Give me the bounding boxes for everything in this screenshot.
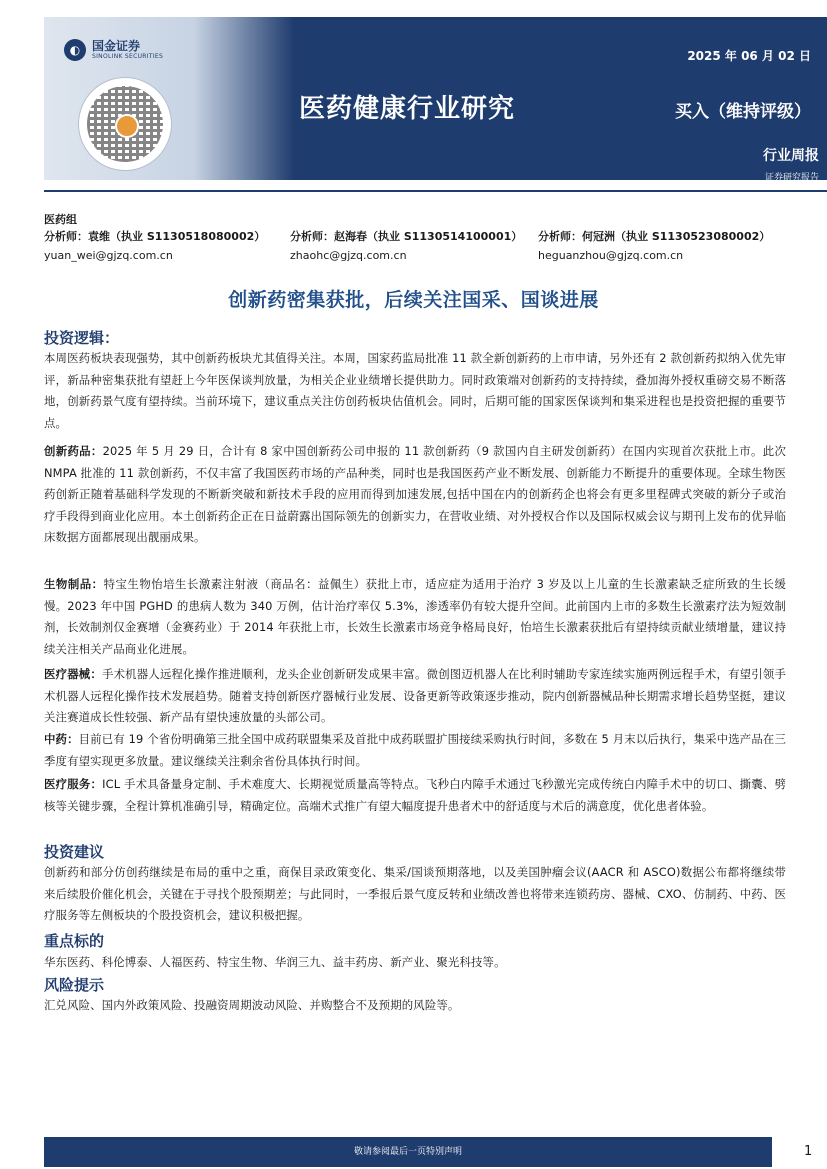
logo-name-cn: 国金证券 — [92, 39, 141, 53]
tcm-label: 中药： — [44, 732, 79, 746]
innov-text: 2025 年 5 月 29 日，合计有 8 家中国创新药公司申报的 11 款创新药（9 款国内自主研发创新药）在国内实现首次获批上市。此次 NMPA 批准的 11 款创新药，不仅丰富了我国医药市场的产品种类，同时也是我国医药产业不断发展、创新能力不断提升的重要体现。全球生物医药创新正随着基础科学发现的不断新突破和新技术手段的应用而得到加速发展,包括中国在内的创新药企也将会有更多里程碑式突破的新分子或治疗手段得到商业化应用。本土创新药企正在日益蔚露出国际领先的创新实力，在营收业绩、对外授权合作以及国际权威会议与期刊上发布的优异临床数据方面都展现出靓丽成果。 — [44, 444, 786, 544]
analyst-name: 分析师：何冠洲（执业 S1130523080002） — [538, 230, 771, 243]
qr-center-logo-icon — [115, 114, 139, 138]
section-title-logic: 投资逻辑： — [44, 329, 120, 347]
footer-disclaimer: 敬请参阅最后一页特别声明 — [44, 1137, 772, 1167]
header-banner — [44, 17, 827, 183]
report-type: 行业周报 — [763, 148, 819, 164]
page-number: 1 — [804, 1144, 813, 1159]
report-date: 2025 年 06 月 02 日 — [687, 49, 811, 63]
analyst-1 — [44, 228, 265, 262]
advice-text: 创新药和部分仿创药继续是布局的重中之重，商保目录政策变化、集采/国谈预期落地，以及美国肿瘤会议(AACR 和 ASCO)数据公布都将继续带来后续股价催化机会，关键在于寻找个股预期差；与此同时，一季报后景气度反转和业绩改善也将带来连锁药房、器械、CXO、仿制药、中药、医疗服务等左侧板块的个股投资机会，建议积极把握。 — [44, 865, 786, 922]
report-headline: 创新药密集获批，后续关注国采、国谈进展 — [228, 289, 599, 311]
report-subtype: 证券研究报告 — [764, 173, 819, 183]
logic-intro: 本周医药板块表现强势，其中创新药板块尤其值得关注。本周，国家药监局批准 11 款全新创新药的上市申请，另外还有 2 款创新药拟纳入优先审评，新品种密集获批有望赶上今年医保谈判放量，为相关企业业绩增长提供助力。同时政策端对创新药的支持持续，叠加海外授权重磅交易不断落地，创新药景气度有望持续。当前环境下，建议重点关注仿创药板块估值机会。同时，后期可能的国家医保谈判和集采进程也是投资把握的重要节点。 — [44, 351, 786, 430]
logo-mark-icon: ◐ — [64, 39, 86, 61]
analyst-email[interactable]: yuan_wei@gjzq.com.cn — [44, 249, 173, 262]
banner-left-panel — [44, 17, 294, 180]
targets-text: 华东医药、科伦博泰、人福医药、特宝生物、华润三九、益丰药房、新产业、聚光科技等。 — [44, 955, 506, 969]
analyst-email[interactable]: zhaohc@gjzq.com.cn — [290, 249, 407, 262]
risk-text: 汇兑风险、国内外政策风险、投融资周期波动风险、并购整合不及预期的风险等。 — [44, 998, 460, 1012]
bio-paragraph — [44, 574, 786, 660]
section-title-targets: 重点标的 — [44, 932, 105, 950]
device-text: 手术机器人远程化操作推进顺利，龙头企业创新研发成果丰富。微创图迈机器人在比利时辅助专家连续实施两例远程手术，有望引领手术机器人远程化操作技术发展趋势。随着支持创新医疗器械行业发展、设备更新等政策逐步推动，院内创新器械品种长期需求增长趋势坚挺，建议关注赛道成长性较强、新产品有望快速放量的头部公司。 — [44, 667, 786, 724]
section-title-advice: 投资建议 — [44, 843, 105, 861]
report-title: 医药健康行业研究 — [299, 94, 516, 124]
analyst-3 — [538, 228, 770, 262]
tcm-text: 目前已有 19 个省份明确第三批全国中成药联盟集采及首批中成药联盟扩围接续采购执行时间，多数在 5 月末以后执行，集采中选产品在三季度有望实现更多放量。建议继续关注剩余省份具体执行时间。 — [44, 732, 787, 768]
device-label: 医疗器械： — [44, 667, 102, 681]
company-logo — [64, 39, 163, 61]
section-title-risk: 风险提示 — [44, 976, 105, 994]
service-paragraph — [44, 774, 786, 817]
rating-badge: 买入（维持评级） — [675, 102, 811, 122]
device-paragraph — [44, 664, 786, 729]
header-divider — [44, 190, 827, 192]
analyst-name: 分析师：袁维（执业 S1130518080002） — [44, 230, 266, 243]
bio-label: 生物制品： — [44, 577, 104, 591]
innov-label: 创新药品： — [44, 444, 103, 458]
qr-code — [78, 77, 172, 171]
logo-name-en: SINOLINK SECURITIES — [92, 53, 164, 60]
bio-text: 特宝生物怡培生长激素注射液（商品名：益佩生）获批上市，适应症为适用于治疗 3 岁及以上儿童的生长激素缺乏症所致的生长缓慢。2023 年中国 PGHD 的患病人数为 340 万例，估计治疗率仅 5.3%，渗透率仍有较大提升空间。此前国内上市的多数生长激素疗法为短效制剂，长效制剂仅金赛增（金赛药业）于 2014 年获批上市，长效生长激素市场竞争格局良好，怡培生长激素获批后有望持续贡献业绩增量，建议持续关注相关产品商业化进展。 — [44, 577, 786, 656]
analyst-2 — [290, 228, 522, 262]
innov-paragraph — [44, 441, 786, 549]
analyst-name: 分析师：赵海春（执业 S1130514100001） — [290, 230, 523, 243]
service-text: ICL 手术具备量身定制、手术难度大、长期视觉质量高等特点。飞秒白内障手术通过飞秒激光完成传统白内障手术中的切口、撕囊、劈核等关键步骤，全程计算机准确引导，精确定位。高端术式推广有望大幅度提升患者术中的舒适度与术后的满意度，优化患者体验。 — [44, 777, 786, 813]
analyst-email[interactable]: heguanzhou@gjzq.com.cn — [538, 249, 684, 262]
service-label: 医疗服务： — [44, 777, 103, 791]
analyst-group: 医药组 — [44, 213, 77, 226]
tcm-paragraph — [44, 729, 786, 772]
